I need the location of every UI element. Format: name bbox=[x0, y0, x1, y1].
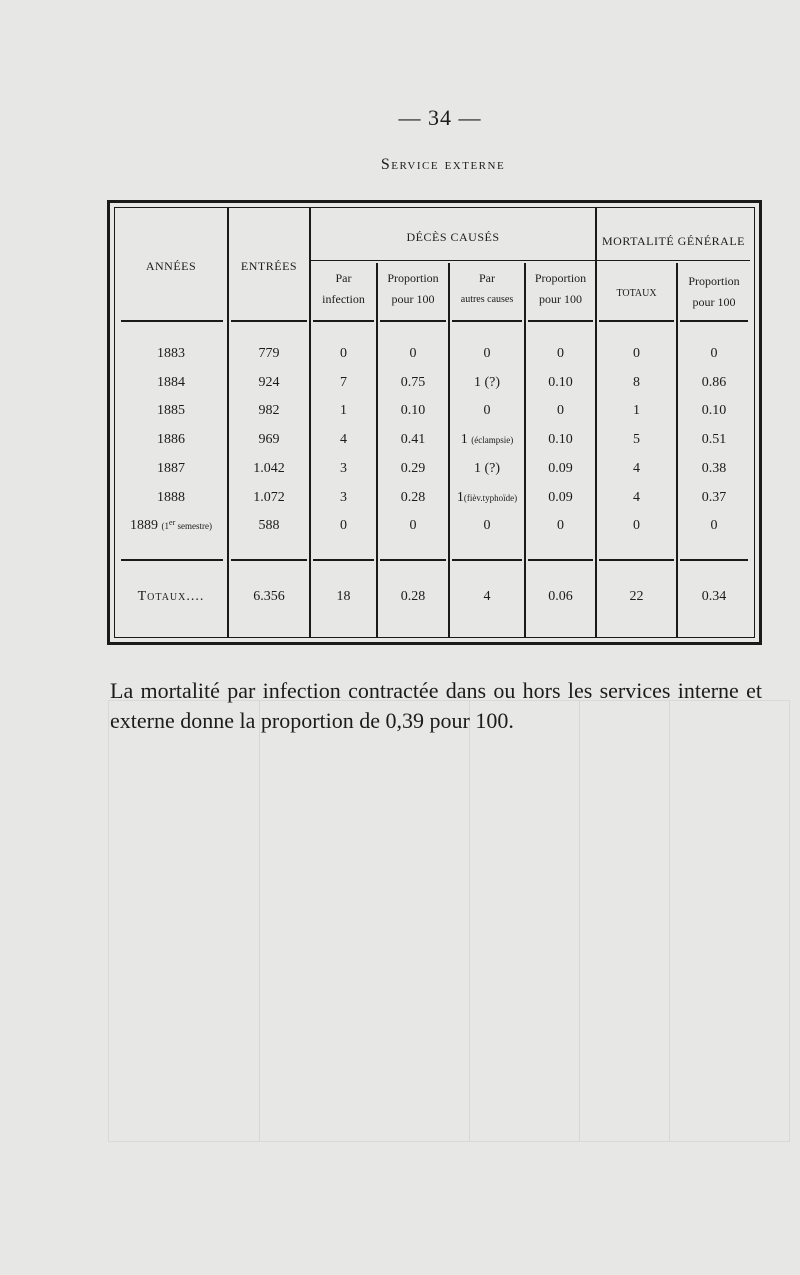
table-row-1888-infection: 3 bbox=[340, 490, 347, 505]
rule-h-mortalite-group bbox=[597, 260, 750, 261]
table-row-1883-annee: 1883 bbox=[157, 346, 185, 361]
table-row-1883-entrees: 779 bbox=[258, 346, 280, 361]
table-row-1883-infection: 0 bbox=[340, 346, 347, 361]
table-row-1888-annee: 1888 bbox=[157, 490, 185, 505]
table-row-1887-totaux: 4 bbox=[633, 461, 640, 476]
table-row-1886-annee: 1886 bbox=[157, 432, 185, 447]
totals-infection: 18 bbox=[336, 589, 351, 604]
header-proportion-infection bbox=[378, 268, 448, 310]
rule-h-header-8 bbox=[680, 320, 748, 322]
totals-prop-autres: 0.06 bbox=[548, 589, 573, 604]
table-row-1888-prop-inf: 0.28 bbox=[400, 490, 426, 505]
body-paragraph: La mortalité par infection contractée dans ou hors les services interne et externe donne la proportion de 0,39 pour 100. bbox=[110, 678, 762, 733]
semester-note-open: (1 bbox=[161, 521, 170, 531]
table-row-1884-autres: 1 (?) bbox=[473, 375, 501, 390]
rule-v-totaux bbox=[676, 263, 678, 637]
table-row-1888-totaux: 4 bbox=[633, 490, 640, 505]
table-row-1887-prop-autres: 0.09 bbox=[548, 461, 573, 476]
rule-h-totals-3 bbox=[313, 559, 374, 561]
table-row-1885-autres: 0 bbox=[483, 403, 491, 418]
table-row-1885-prop-autres: 0 bbox=[557, 403, 564, 418]
rule-v-prop-1 bbox=[448, 263, 450, 637]
header-proportion-generale-line2: pour 100 bbox=[692, 295, 736, 309]
table-row-1887-autres: 1 (?) bbox=[473, 461, 501, 476]
rule-h-totals-6 bbox=[528, 559, 593, 561]
table-row-1888-autres-count: 1 bbox=[456, 490, 464, 505]
table-row-1888-prop-gen: 0.37 bbox=[701, 490, 727, 505]
table-row-1889-autres: 0 bbox=[483, 518, 491, 533]
table-row-1889-infection: 0 bbox=[340, 518, 347, 533]
rule-h-totals-2 bbox=[231, 559, 307, 561]
header-annees: ANNÉES bbox=[145, 259, 197, 273]
table-row-1889-totaux: 0 bbox=[633, 518, 640, 533]
table-row-1884-annee: 1884 bbox=[157, 375, 185, 390]
rule-h-totals-5 bbox=[452, 559, 522, 561]
header-proportion-autres bbox=[526, 268, 595, 310]
header-entrees: ENTRÉES bbox=[240, 259, 298, 273]
header-deces-causes: DÉCÈS CAUSÉS bbox=[406, 230, 500, 244]
rule-h-header-2 bbox=[231, 320, 307, 322]
rule-v-par-infection bbox=[376, 263, 378, 637]
table-row-1887-infection: 3 bbox=[340, 461, 347, 476]
table-row-1888-prop-autres: 0.09 bbox=[548, 490, 573, 505]
table-row-1885-totaux: 1 bbox=[633, 403, 640, 418]
table-row-1884-prop-gen: 0.86 bbox=[701, 375, 727, 390]
table-row-1886-prop-gen: 0.51 bbox=[701, 432, 727, 447]
table-row-1887-prop-inf: 0.29 bbox=[400, 461, 426, 476]
table-row-1888-autres-note: (fièv.typhoïde) bbox=[463, 493, 518, 503]
semester-note-close: semestre) bbox=[175, 521, 212, 531]
rule-h-totals-7 bbox=[599, 559, 674, 561]
rule-v-deces bbox=[595, 208, 597, 637]
header-par-infection-line1: Par bbox=[335, 271, 352, 285]
header-par-autres-line1: Par bbox=[479, 271, 495, 285]
header-proportion-autres-line2: pour 100 bbox=[539, 292, 582, 306]
rule-h-header-4 bbox=[380, 320, 446, 322]
table-row-1885-entrees: 982 bbox=[258, 403, 280, 418]
mortality-table bbox=[107, 200, 762, 645]
header-proportion-generale bbox=[678, 271, 750, 313]
table-row-1883-autres: 0 bbox=[483, 346, 491, 361]
header-proportion-infection-line1: Proportion bbox=[387, 271, 439, 285]
page-number: — 34 — bbox=[398, 105, 482, 130]
table-row-1884-entrees: 924 bbox=[258, 375, 280, 390]
totals-prop-gen: 0.34 bbox=[701, 589, 727, 604]
table-row-1886-infection: 4 bbox=[340, 432, 347, 447]
header-mortalite-generale: MORTALITÉ GÉNÉRALE bbox=[602, 234, 745, 248]
header-proportion-infection-line2: pour 100 bbox=[391, 292, 435, 306]
totals-prop-inf: 0.28 bbox=[400, 589, 426, 604]
rule-h-totals-4 bbox=[380, 559, 446, 561]
rule-h-header-3 bbox=[313, 320, 374, 322]
table-row-1886-autres-count: 1 bbox=[460, 432, 468, 447]
totals-autres: 4 bbox=[483, 589, 491, 604]
table-row-1885-infection: 1 bbox=[340, 403, 347, 418]
header-par-infection-line2: infection bbox=[322, 292, 365, 306]
table-row-1889-year: 1889 bbox=[130, 518, 159, 533]
table-row-1889-semester-note bbox=[161, 518, 212, 531]
section-title: Service externe bbox=[380, 156, 506, 173]
table-row-1883-prop-gen: 0 bbox=[710, 346, 718, 361]
table-row-1883-prop-inf: 0 bbox=[409, 346, 417, 361]
table-row-1885-annee: 1885 bbox=[157, 403, 185, 418]
header-proportion-autres-line1: Proportion bbox=[534, 271, 587, 285]
table-row-1887-annee: 1887 bbox=[157, 461, 185, 476]
table-row-1886-entrees: 969 bbox=[258, 432, 280, 447]
rule-h-header-5 bbox=[452, 320, 522, 322]
table-row-1884-prop-inf: 0.75 bbox=[400, 375, 426, 390]
table-row-1888-entrees: 1.072 bbox=[253, 490, 285, 505]
table-row-1884-totaux: 8 bbox=[633, 375, 640, 390]
header-proportion-generale-line1: Proportion bbox=[688, 274, 740, 288]
table-row-1889-prop-inf: 0 bbox=[409, 518, 417, 533]
table-row-1884-infection: 7 bbox=[340, 375, 347, 390]
rule-h-header-7 bbox=[599, 320, 674, 322]
table-row-1886-prop-inf: 0.41 bbox=[400, 432, 426, 447]
table-row-1886-autres bbox=[450, 432, 524, 448]
rule-h-deces-group bbox=[311, 260, 595, 261]
table-row-1885-prop-gen: 0.10 bbox=[701, 403, 727, 418]
header-par-autres-line2: autres causes bbox=[460, 294, 514, 305]
table-row-1886-prop-autres: 0.10 bbox=[548, 432, 573, 447]
table-row-1889-annee bbox=[115, 518, 227, 534]
table-row-1884-prop-autres: 0.10 bbox=[548, 375, 573, 390]
totals-label: Totaux.... bbox=[137, 589, 205, 604]
show-through-table bbox=[108, 700, 790, 1142]
table-row-1888-autres bbox=[450, 490, 524, 506]
table-row-1887-prop-gen: 0.38 bbox=[701, 461, 727, 476]
header-totaux: TOTAUX bbox=[616, 288, 657, 299]
table-row-1889-prop-gen: 0 bbox=[710, 518, 718, 533]
totals-entrees: 6.356 bbox=[253, 589, 285, 604]
rule-h-totals-8 bbox=[680, 559, 748, 561]
totals-totaux: 22 bbox=[629, 589, 644, 604]
table-row-1886-totaux: 5 bbox=[633, 432, 640, 447]
rule-h-header-1 bbox=[121, 320, 223, 322]
semester-note-sup: er bbox=[169, 518, 176, 527]
table-row-1883-prop-autres: 0 bbox=[557, 346, 564, 361]
table-row-1887-entrees: 1.042 bbox=[253, 461, 285, 476]
header-par-autres-causes bbox=[450, 268, 524, 310]
rule-v-par-autres bbox=[524, 263, 526, 637]
table-row-1886-autres-note: (éclampsie) bbox=[471, 435, 514, 445]
rule-h-header-6 bbox=[528, 320, 593, 322]
table-inner-border bbox=[114, 207, 755, 638]
rule-h-totals-1 bbox=[121, 559, 223, 561]
table-row-1885-prop-inf: 0.10 bbox=[400, 403, 426, 418]
table-row-1889-entrees: 588 bbox=[258, 518, 280, 533]
header-par-infection bbox=[311, 268, 376, 310]
table-row-1883-totaux: 0 bbox=[633, 346, 640, 361]
table-row-1889-prop-autres: 0 bbox=[557, 518, 564, 533]
